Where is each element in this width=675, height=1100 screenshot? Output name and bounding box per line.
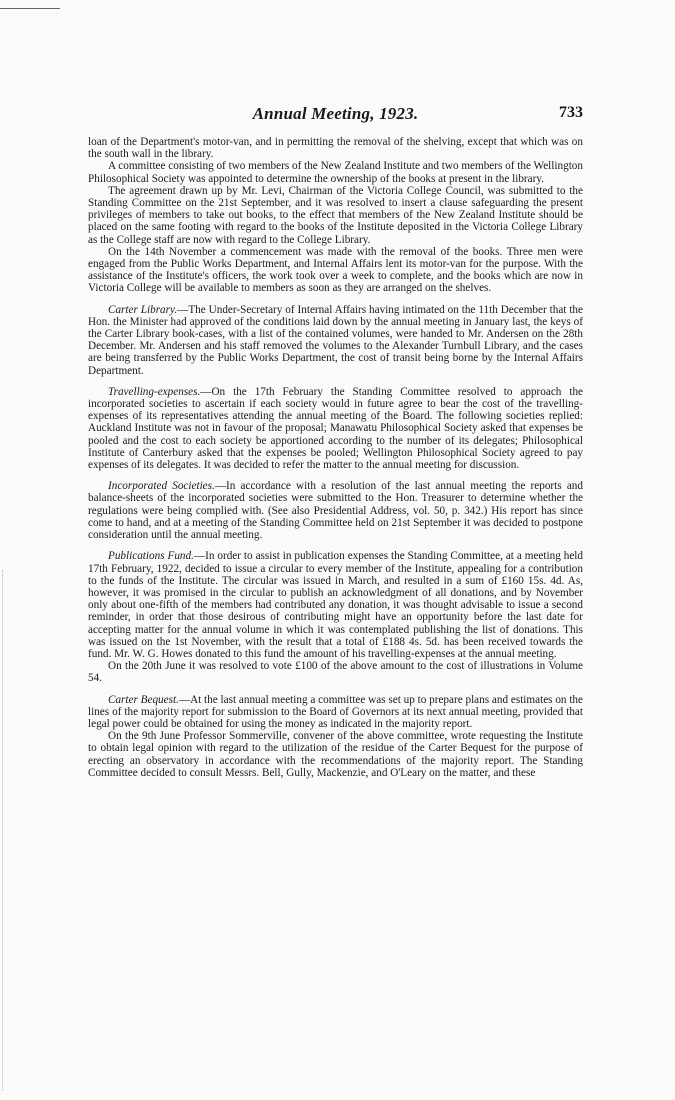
- section-heading: Carter Bequest.: [108, 693, 179, 706]
- section-heading: Publications Fund.: [108, 550, 194, 563]
- paragraph-illustrations-vote: [88, 660, 583, 684]
- top-rule: [0, 8, 60, 9]
- paragraph-text: loan of the Department's motor-van, and in permitting the removal of the shelving, except that which was on the south wall in the library.: [88, 136, 583, 161]
- section-incorporated-societies: [88, 480, 583, 541]
- section-carter-library: [88, 304, 583, 377]
- section-travelling-expenses: [88, 386, 583, 471]
- section-heading: Travelling-expenses.: [108, 385, 201, 398]
- paragraph-ownership-committee: [88, 160, 583, 184]
- paragraph-text: —In accordance with a resolution of the last annual meeting the reports and balance-sheets of the incorporated societies were submitted to the Hon. Treasurer to determine whether the regulations were being complied with. (See also Presidential Address, vol. 50, p. 342.) His report has since come to hand, and at a meeting of the Standing Committee held on 21st September it was decided to postpone consideration until the annual meeting.: [88, 480, 583, 542]
- paragraph-text: —On the 17th February the Standing Committee resolved to approach the incorporated societies to ascertain if each society would in future agree to bear the cost of the travelling-expenses of its representatives attending the annual meeting of the Board. The following societies replied: Auckland Institute was not in favour of the proposal; Manawatu Philosophical Society asked that expenses be pooled and the cost to each society be apportioned according to the number of its delegates; Philosophical Institute of Canterbury asked that the expenses be pooled; Wellington Philosophical Society agreed to pay expenses of its delegates. It was decided to refer the matter to the annual meeting for discussion.: [88, 385, 583, 472]
- body-text: [88, 136, 583, 779]
- paragraph-text: The agreement drawn up by Mr. Levi, Chairman of the Victoria College Council, was submitted to the Standing Committee on the 21st September, and it was resolved to insert a clause safeguarding the present privileges of members to take out books, to the effect that members of the New Zealand Institute should be placed on the same footing with regard to the books of the Institute deposited in the Victoria College Library as the College staff are now with regard to the College Library.: [88, 184, 583, 246]
- paragraph-shelving-continued: [88, 136, 583, 160]
- section-carter-bequest: [88, 694, 583, 731]
- section-heading: Carter Library.: [108, 303, 178, 316]
- paragraph-text: —In order to assist in publication expenses the Standing Committee, at a meeting held 17th February, 1922, decided to issue a circular to every member of the Institute, appealing for a contribution to the funds of the Institute. The circular was issued in March, and resulted in a sum of £160 15s. 4d. As, however, it was promised in the circular to publish an acknowledgment of all donations, and by November only about one-fifth of the members had contributed any donation, it was thought advisable to issue a second reminder, in order that those desirous of contributing might have an opportunity before the last date for accepting matter for the annual volume in which it was contemplated publishing the list of donations. This was issued on the 1st November, with the result that a total of £188 4s. 5d. has been received towards the fund. Mr. W. G. Howes donated to this fund the amount of his travelling-expenses at the annual meeting.: [88, 550, 583, 660]
- page-header: [88, 104, 583, 126]
- paragraph-book-removal: [88, 246, 583, 295]
- paragraph-text: On the 20th June it was resolved to vote £100 of the above amount to the cost of illustrations in Volume 54.: [88, 660, 583, 685]
- paragraph-text: A committee consisting of two members of the New Zealand Institute and two members of the Wellington Philosophical Society was appointed to determine the ownership of the books at present in the library.: [88, 160, 583, 185]
- paragraph-text: On the 14th November a commencement was made with the removal of the books. Three men were engaged from the Public Works Department, and Internal Affairs lent its motor-van for the purpose. With the assistance of the Institute's officers, the work took over a week to complete, and the books which are now in Victoria College will be available to members as soon as they are arranged on the shelves.: [88, 245, 583, 295]
- scan-margin-artifact: [2, 570, 5, 1090]
- running-title: Annual Meeting, 1923.: [252, 104, 419, 123]
- paragraph-legal-opinion: [88, 730, 583, 779]
- section-heading: Incorporated Societies.: [108, 480, 215, 493]
- paragraph-text: On the 9th June Professor Sommerville, convener of the above committee, wrote requesting the Institute to obtain legal opinion with regard to the utilization of the residue of the Carter Bequest for the purpose of erecting an observatory in accordance with the recommendations of the majority report. The Standing Committee decided to consult Messrs. Bell, Gully, Mackenzie, and O'Leary on the matter, and these: [88, 730, 583, 779]
- section-publications-fund: [88, 550, 583, 660]
- paragraph-text: —The Under-Secretary of Internal Affairs having intimated on the 11th December that the Hon. the Minister had approved of the conditions laid down by the annual meeting in January last, the keys of the Carter Library book-cases, with a list of the contained volumes, were handed to Mr. Andersen on the 28th December. Mr. Andersen and his staff removed the volumes to the Alexander Turnbull Library, and the cases are being transferred by the Public Works Department, the cost of transit being borne by the Internal Affairs Department.: [88, 303, 583, 377]
- page-number: 733: [559, 104, 583, 121]
- paragraph-agreement: [88, 185, 583, 246]
- paragraph-text: —At the last annual meeting a committee was set up to prepare plans and estimates on the lines of the majority report for submission to the Board of Governors at its next annual meeting, provided that legal power could be obtained for using the money as indicated in the majority report.: [88, 693, 583, 730]
